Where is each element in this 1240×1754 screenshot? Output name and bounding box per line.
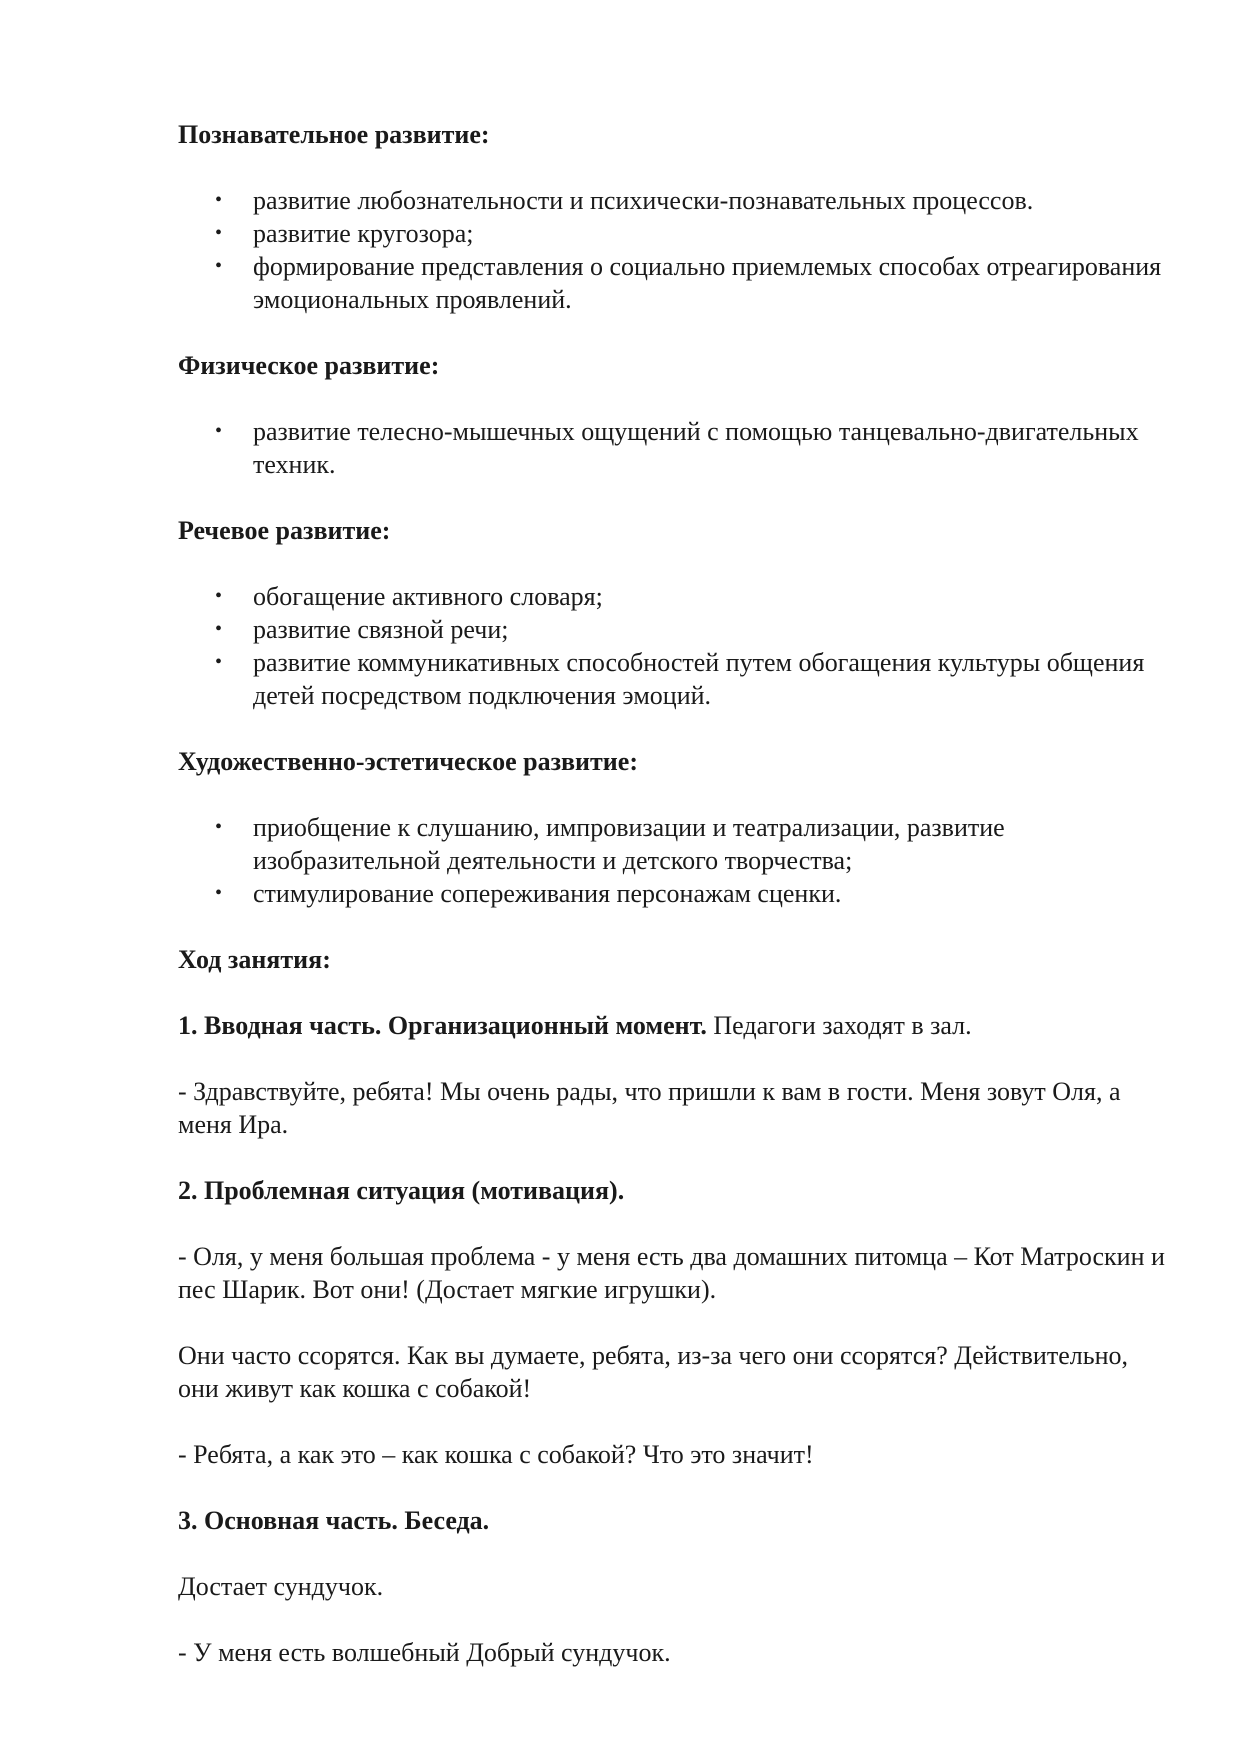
paragraph-problem: - Оля, у меня большая проблема - у меня есть два домашних питомца – Кот Матроскин и пес Шарик. Вот они! (Достает мягкие игрушки). bbox=[178, 1242, 1165, 1304]
list-speech bbox=[178, 580, 1168, 712]
list-item: • обогащение активного словаря; bbox=[178, 580, 1168, 613]
heading-lesson: Ход занятия: bbox=[178, 945, 331, 974]
list-item: • стимулирование сопереживания персонажам сценки. bbox=[178, 877, 1168, 910]
document-page bbox=[178, 118, 1168, 1702]
heading-physical: Физическое развитие: bbox=[178, 351, 440, 380]
list-cognitive bbox=[178, 184, 1168, 316]
list-item: • приобщение к слушанию, импровизации и театрализации, развитие изобразительной деятельности и детского творчества; bbox=[178, 811, 1168, 877]
paragraph-question: - Ребята, а как это – как кошка с собакой? Что это значит! bbox=[178, 1440, 814, 1469]
heading-part3: 3. Основная часть. Беседа. bbox=[178, 1506, 490, 1535]
list-physical bbox=[178, 415, 1168, 481]
list-item: • развитие коммуникативных способностей путем обогащения культуры общения детей посредством подключения эмоций. bbox=[178, 646, 1168, 712]
part1-text: Педагоги заходят в зал. bbox=[706, 1011, 972, 1040]
list-item: • развитие связной речи; bbox=[178, 613, 1168, 646]
heading-speech: Речевое развитие: bbox=[178, 516, 391, 545]
part1-title: 1. Вводная часть. Организационный момент. bbox=[178, 1011, 707, 1040]
heading-cognitive: Познавательное развитие: bbox=[178, 120, 490, 149]
list-artistic bbox=[178, 811, 1168, 910]
heading-artistic: Художественно-эстетическое развитие: bbox=[178, 747, 638, 776]
paragraph-part1 bbox=[178, 1009, 1168, 1042]
paragraph-magic-chest: - У меня есть волшебный Добрый сундучок. bbox=[178, 1638, 671, 1667]
list-item: • формирование представления о социально приемлемых способах отреагирования эмоциональных проявлений. bbox=[178, 250, 1168, 316]
list-item: • развитие телесно-мышечных ощущений с помощью танцевально-двигательных техник. bbox=[178, 415, 1168, 481]
paragraph-greeting: - Здравствуйте, ребята! Мы очень рады, что пришли к вам в гости. Меня зовут Оля, а меня Ира. bbox=[178, 1077, 1121, 1139]
heading-part2: 2. Проблемная ситуация (мотивация). bbox=[178, 1176, 625, 1205]
paragraph-quarrel: Они часто ссорятся. Как вы думаете, ребята, из-за чего они ссорятся? Действительно, они живут как кошка с собакой! bbox=[178, 1341, 1128, 1403]
list-item: • развитие кругозора; bbox=[178, 217, 1168, 250]
paragraph-chest: Достает сундучок. bbox=[178, 1572, 384, 1601]
list-item: • развитие любознательности и психически-познавательных процессов. bbox=[178, 184, 1168, 217]
